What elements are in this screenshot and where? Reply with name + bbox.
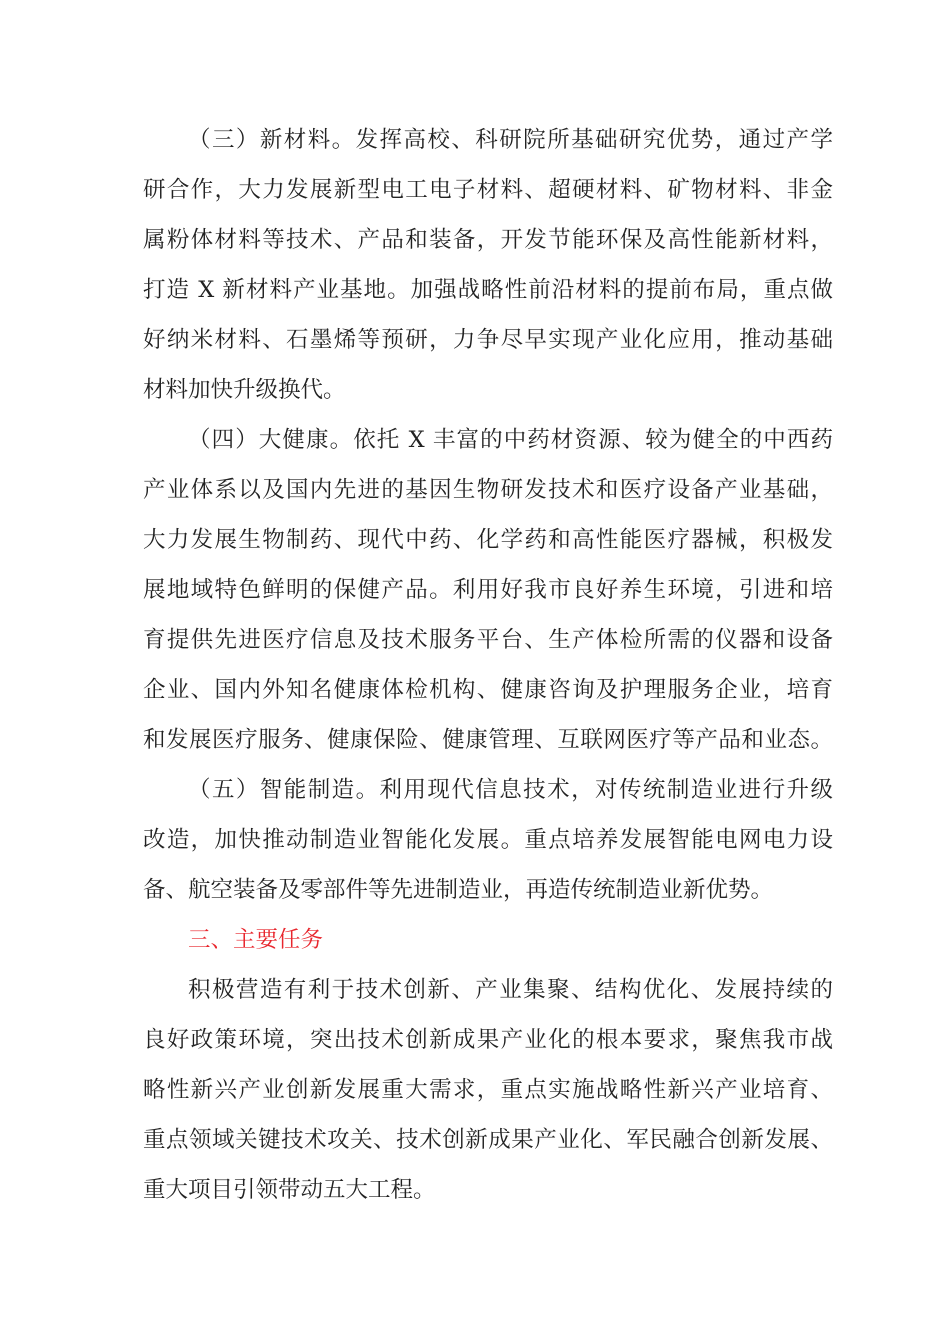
paragraph-new-materials-line: 研合作，大力发展新型电工电子材料、超硬材料、矿物材料、非金 — [143, 177, 833, 203]
paragraph-new-materials-line: （三）新材料。发挥高校、科研院所基础研究优势，通过产学 — [188, 127, 833, 153]
paragraph-smart-manufacturing-line: （五）智能制造。利用现代信息技术，对传统制造业进行升级 — [188, 777, 833, 803]
paragraph-main-tasks-line: 积极营造有利于技术创新、产业集聚、结构优化、发展持续的 — [188, 977, 833, 1003]
paragraph-main-tasks-line: 略性新兴产业创新发展重大需求，重点实施战略性新兴产业培育、 — [143, 1077, 833, 1103]
section-heading-main-tasks: 三、主要任务 — [188, 927, 324, 953]
paragraph-main-tasks-line: 良好政策环境，突出技术创新成果产业化的根本要求，聚焦我市战 — [143, 1027, 833, 1053]
paragraph-health-line: 企业、国内外知名健康体检机构、健康咨询及护理服务企业，培育 — [143, 677, 833, 703]
paragraph-health-line: 大力发展生物制药、现代中药、化学药和高性能医疗器械，积极发 — [143, 527, 833, 553]
paragraph-health-line: 和发展医疗服务、健康保险、健康管理、互联网医疗等产品和业态。 — [143, 727, 833, 753]
paragraph-health-line: 育提供先进医疗信息及技术服务平台、生产体检所需的仪器和设备 — [143, 627, 833, 653]
paragraph-main-tasks-line: 重点领域关键技术攻关、技术创新成果产业化、军民融合创新发展、 — [143, 1127, 833, 1153]
paragraph-new-materials-line: 打造 X 新材料产业基地。加强战略性前沿材料的提前布局，重点做 — [143, 277, 833, 303]
paragraph-smart-manufacturing-line: 改造，加快推动制造业智能化发展。重点培养发展智能电网电力设 — [143, 827, 833, 853]
paragraph-smart-manufacturing-line: 备、航空装备及零部件等先进制造业，再造传统制造业新优势。 — [143, 877, 774, 903]
paragraph-main-tasks-line: 重大项目引领带动五大工程。 — [143, 1177, 436, 1203]
paragraph-health-line: 展地域特色鲜明的保健产品。利用好我市良好养生环境，引进和培 — [143, 577, 833, 603]
paragraph-health-line: （四）大健康。依托 X 丰富的中药材资源、较为健全的中西药 — [188, 427, 833, 453]
paragraph-health-line: 产业体系以及国内先进的基因生物研发技术和医疗设备产业基础， — [143, 477, 833, 503]
document-body — [143, 115, 833, 1215]
paragraph-new-materials-line: 属粉体材料等技术、产品和装备，开发节能环保及高性能新材料， — [143, 227, 833, 253]
paragraph-new-materials-line: 材料加快升级换代。 — [143, 377, 346, 403]
paragraph-new-materials-line: 好纳米材料、石墨烯等预研，力争尽早实现产业化应用，推动基础 — [143, 327, 833, 353]
